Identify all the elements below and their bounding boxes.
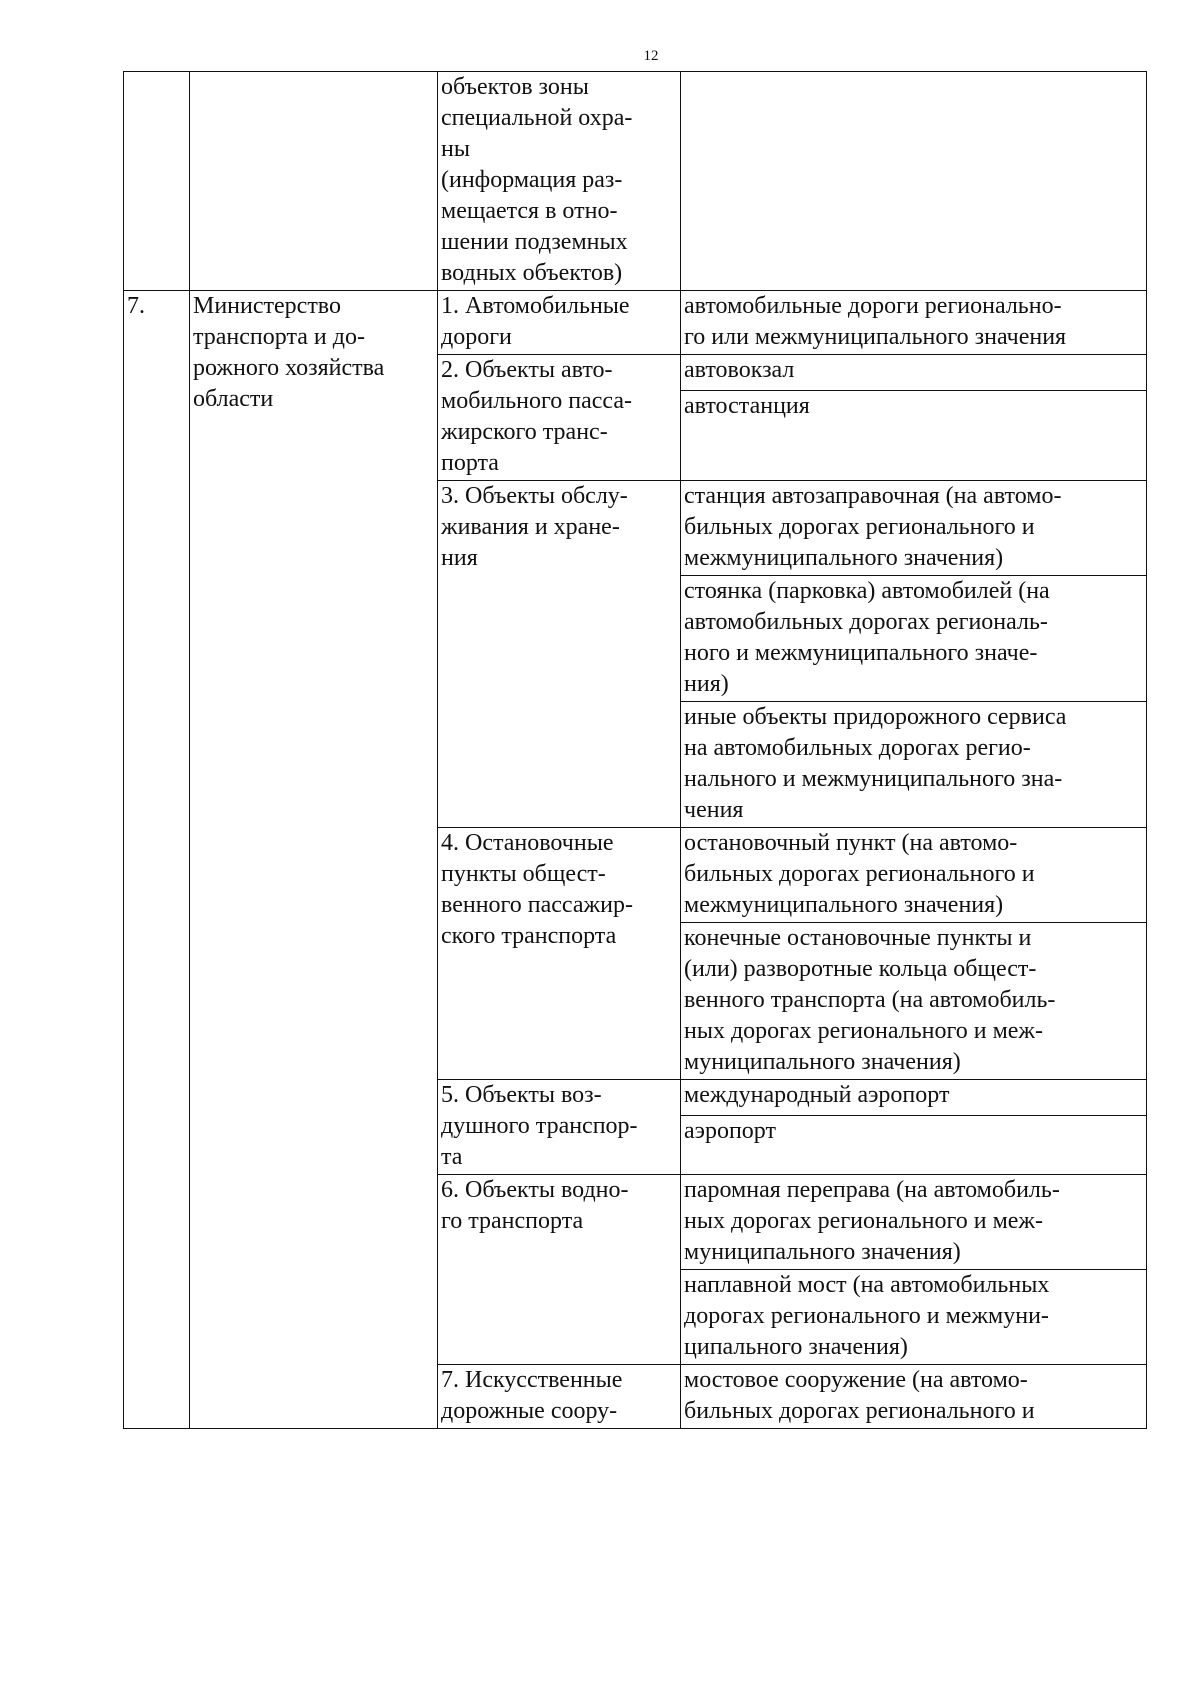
facility-type-cell: мостовое сооружение (на автомо- бильных дорогах регионального и xyxy=(681,1365,1147,1429)
facility-type-cell: международный аэропорт xyxy=(681,1080,1147,1116)
facility-group-cell: 6. Объекты водно- го транспорта xyxy=(438,1175,681,1365)
facility-group-cell: 4. Остановочные пункты общест- венного пассажир- ского транспорта xyxy=(438,828,681,1080)
facility-group-cell: 2. Объекты авто- мобильного пасса- жирского транс- порта xyxy=(438,355,681,481)
row-number-cell: 7. xyxy=(124,291,190,1429)
facility-type-cell: паромная переправа (на автомобиль- ных дорогах регионального и меж- муниципального значения) xyxy=(681,1175,1147,1270)
page-number: 12 xyxy=(643,48,659,64)
facility-group-cell: 1. Автомобильные дороги xyxy=(438,291,681,355)
facility-type-cell: стоянка (парковка) автомобилей (на автомобильных дорогах региональ- ного и межмуниципального значе- ния) xyxy=(681,576,1147,702)
facility-type-cell: остановочный пункт (на автомо- бильных дорогах регионального и межмуниципального значения) xyxy=(681,828,1147,923)
facility-type-cell: иные объекты придорожного сервиса на автомобильных дорогах регио- нального и межмуниципального зна- чения xyxy=(681,702,1147,828)
facility-group-cell: 3. Объекты обслу- живания и хране- ния xyxy=(438,481,681,828)
table-row xyxy=(124,291,1147,355)
facility-type-cell: автовокзал xyxy=(681,355,1147,391)
facility-type-cell: конечные остановочные пункты и (или) разворотные кольца общест- венного транспорта (на автомобиль- ных дорогах регионального и меж- муниципального значения) xyxy=(681,923,1147,1080)
facility-type-cell: аэропорт xyxy=(681,1116,1147,1175)
facility-type-cell: автомобильные дороги регионально- го или межмуниципального значения xyxy=(681,291,1147,355)
facility-group-cell: 7. Искусственные дорожные соору- xyxy=(438,1365,681,1429)
facility-group-cell: объектов зоны специальной охра- ны (информация раз- мещается в отно- шении подземных водных объектов) xyxy=(438,72,681,291)
authority-cell: Министерство транспорта и до- рожного хозяйства области xyxy=(190,291,438,1429)
authority-cell xyxy=(190,72,438,291)
facility-type-cell: станция автозаправочная (на автомо- бильных дорогах регионального и межмуниципального значения) xyxy=(681,481,1147,576)
facilities-table xyxy=(123,71,1147,1429)
continuation-row xyxy=(124,72,1147,291)
row-number-cell xyxy=(124,72,190,291)
facility-type-cell xyxy=(681,72,1147,291)
facility-group-cell: 5. Объекты воз- душного транспор- та xyxy=(438,1080,681,1175)
facility-type-cell: автостанция xyxy=(681,391,1147,481)
facility-type-cell: наплавной мост (на автомобильных дорогах регионального и межмуни- ципального значения) xyxy=(681,1270,1147,1365)
